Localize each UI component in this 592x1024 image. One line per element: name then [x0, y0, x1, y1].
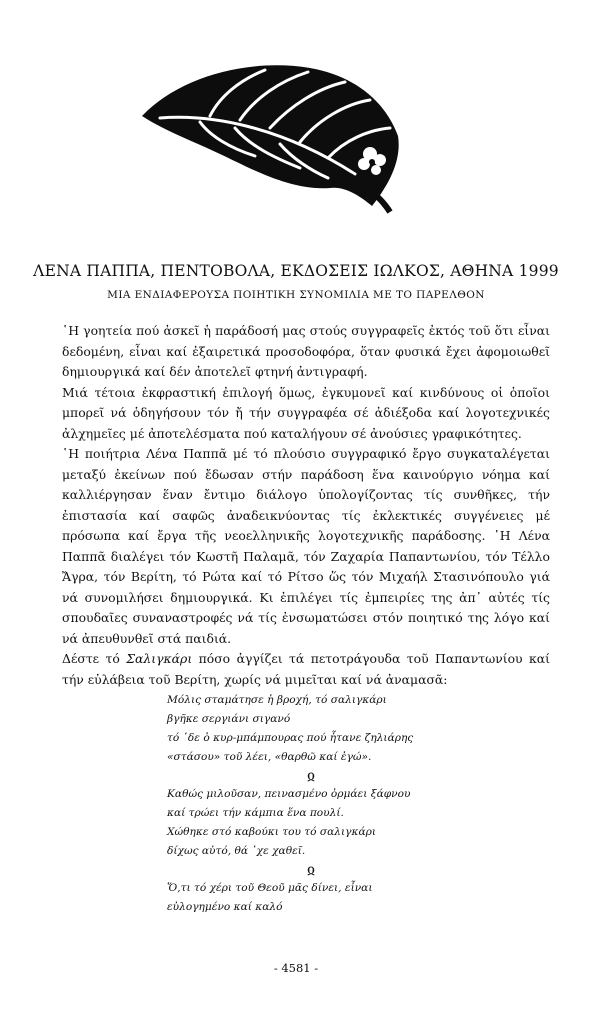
paragraph-4-start: Δέστε τό: [62, 651, 127, 666]
poem-quote: [167, 691, 497, 917]
poem-line: «στάσου» τοῦ λέει, «θαρθῶ καί ἐγώ».: [167, 751, 372, 763]
leaf-illustration-icon: [140, 56, 410, 216]
poem-line: τό ῾δε ὁ κυρ-μπάμπουρας πού ἦτανε ζηλιάρης: [167, 732, 414, 744]
poem-title: Σαλιγκάρι: [126, 651, 193, 666]
poem-line: Χώθηκε στό καβούκι του τό σαλιγκάρι: [167, 826, 376, 838]
page-number: - 4581 -: [273, 961, 319, 975]
poem-line: Μόλις σταμάτησε ἡ βροχή, τό σαλιγκάρι: [167, 694, 387, 706]
poem-line: Ὅ,τι τό χέρι τοῦ Θεοῦ μᾶς δίνει, εἶναι: [167, 882, 373, 894]
article-subtitle: ΜΙΑ ΕΝΔΙΑΦΕΡΟΥΣΑ ΠΟΙΗΤΙΚΗ ΣΥΝΟΜΙΛΙΑ ΜΕ ΤΟ ΠΑΡΕΛΘΟΝ: [107, 289, 485, 301]
article-body: [62, 321, 550, 690]
poem-line: βγῆκε σεργιάνι σιγανό: [167, 713, 291, 725]
paragraph-2: Μιά τέτοια ἐκφραστική ἐπιλογή ὅμως, ἐγκυμονεῖ καί κινδύνους οἱ ὁποῖοι μπορεῖ νά ὁδηγήσουν τόν ἤ τήν συγγραφέα σέ ἀδιέξοδα καί λογοτεχνικές ἀλχημεῖες μέ ἀποτελέσματα πού καταλήγουν σέ ἀνούσιες γραφικότητες.: [62, 384, 550, 441]
poem-stanza-1: [167, 691, 497, 767]
paragraph-4-end: πόσο ἀγγίζει τά πετοτράγουδα τοῦ Παπαντωνίου καί τήν εὐλάβεια τοῦ Βερίτη, χωρίς νά μιμεῖται καί νά ἀναμασᾶ:: [62, 651, 551, 687]
poem-stanza-2: [167, 785, 497, 861]
paragraph-3: ῾Η ποιήτρια Λένα Παππᾶ μέ τό πλούσιο συγγραφικό ἔργο συγκαταλέγεται μεταξύ ἐκείνων πού ἔδωσαν στήν παράδοση ἕνα καινούργιο νόημα καί καλλιέργησαν ἕναν ἔντιμο διάλογο ὑπολογίζοντας τίς συνθῆκες, τήν ἐπιστασία καί σαφῶς ἀναδεικνύοντας τίς ἐκλεκτικές συγγένειες μέ πρόσωπα καί ἔργα τῆς νεοελληνικῆς λογοτεχνικῆς παράδοσης. ῾Η Λένα Παππᾶ διαλέγει τόν Κωστῆ Παλαμᾶ, τόν Ζαχαρία Παπαντωνίου, τόν Τέλλο Ἄγρα, τόν Βερίτη, τό Ρώτα καί τό Ρίτσο ὥς τόν Μιχαήλ Στασινόπουλο γιά νά συνομιλήσει δημιουργικά. Κι ἐπιλέγει τίς ἐμπειρίες της ἀπ᾽ αὐτές τίς σπουδαῖες συναναστροφές νά τίς ἐνσωματώσει στόν ποιητικό της λόγο καί νά ἀπευθυνθεῖ στά παιδιά.: [62, 446, 550, 646]
poem-stanza-3: [167, 879, 497, 917]
stanza-ornament-icon: ჲ: [307, 862, 315, 878]
paragraph-4: [62, 649, 550, 690]
poem-line: δίχως αὐτό, θά ῾χε χαθεῖ.: [167, 845, 306, 857]
poem-line: Καθώς μιλοῦσαν, πεινασμένο ὁρμάει ξάφνου: [167, 788, 411, 800]
paragraph-1: ῾Η γοητεία πού ἀσκεῖ ἡ παράδοσή μας στούς συγγραφεῖς ἐκτός τοῦ ὅτι εἶναι δεδομένη, εἶναι καί ἐξαιρετικά προσοδοφόρα, ὅταν φυσικά ἔχει ἀφομοιωθεῖ δημιουργικά καί δέν ἀποτελεῖ φτηνή ἀντιγραφή.: [62, 323, 550, 379]
poem-line: καί τρώει τήν κάμπια ἕνα πουλί.: [167, 807, 344, 819]
stanza-ornament-icon: ჲ: [307, 768, 315, 784]
article-title: ΛΕΝΑ ΠΑΠΠΑ, ΠΕΝΤΟΒΟΛΑ, ΕΚΔΟΣΕΙΣ ΙΩΛΚΟΣ, ΑΘΗΝΑ 1999: [33, 262, 559, 280]
poem-line: εὐλογημένο καί καλό: [167, 901, 283, 913]
